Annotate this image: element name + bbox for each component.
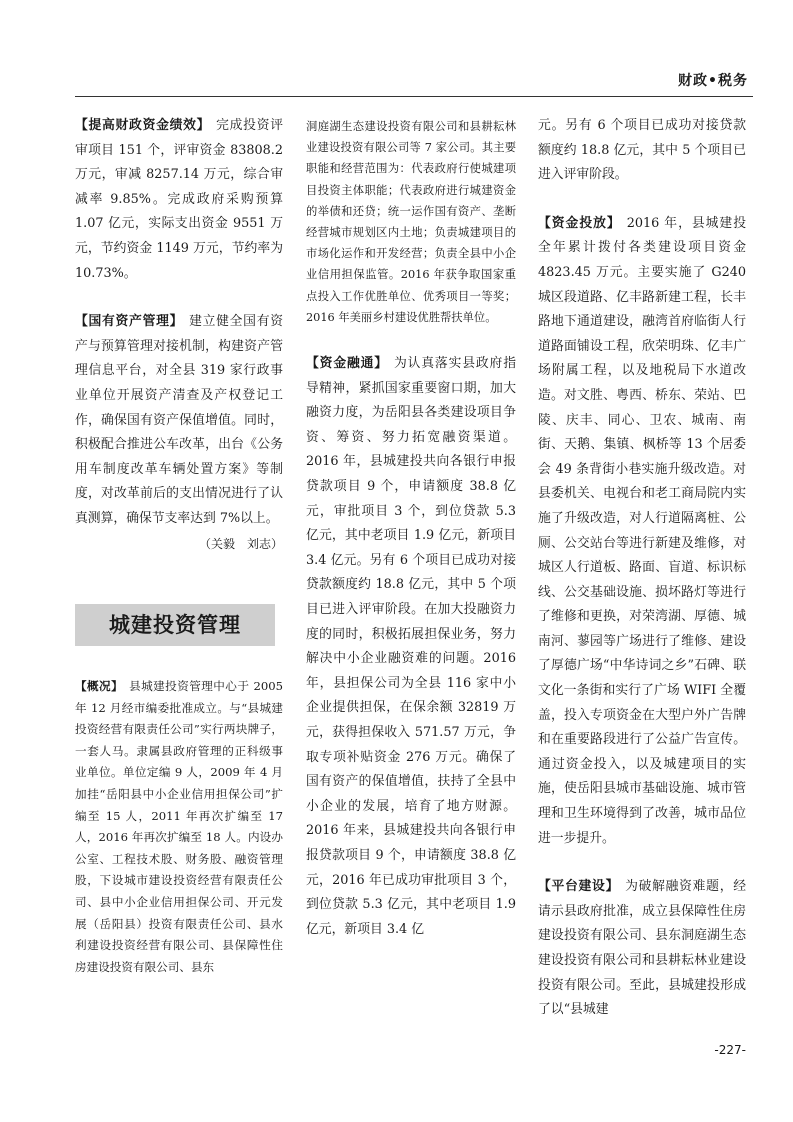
paragraph-financing-continued: 元。另有 6 个项目已成功对接贷款额度约 18.8 亿元，其中 5 个项目已进入评审阶段。 xyxy=(538,118,746,183)
paragraph-fiscal-efficiency xyxy=(75,114,283,286)
paragraph-heading: 【资金融通】 xyxy=(306,356,388,372)
paragraph-financing xyxy=(306,352,516,942)
paragraph-heading: 【国有资产管理】 xyxy=(75,314,184,330)
paragraph-overview-continued: 洞庭湖生态建设投资有限公司和县耕耘林业建设投资有限公司等 7 家公司。其主要职能和经营范围为：代表政府行使城建项目投资主体职能；代表政府进行城建资金的举债和还贷；统一运作国有资产、垄断经营城市规划区内土地；负责城建项目的市场化运作和开发经营；负责全县中小企业信用担保监管。2016 年获争取国家重点投入工作优胜单位、优秀项目一等奖；2016 年美丽乡村建设优胜帮扶单位。 xyxy=(306,120,516,324)
column-left xyxy=(75,114,283,978)
paragraph-heading: 【提高财政资金绩效】 xyxy=(75,118,211,133)
paragraph-heading: 【平台建设】 xyxy=(538,879,620,895)
column-right xyxy=(538,114,746,1023)
section-title-box xyxy=(75,604,275,646)
paragraph-overview xyxy=(75,676,283,978)
section-header-title: 财政•税务 xyxy=(678,73,748,89)
paragraph-state-assets xyxy=(75,310,283,531)
paragraph-body: 为认真落实县政府指导精神，紧抓国家重要窗口期，加大融资力度，为岳阳县各类建设项目争资、筹资、努力拓宽融资渠道。2016 年，县城建投共向各银行申报贷款项目 9 个，申请额度 38.8 亿元，审批项目 3 个，到位贷款 5.3 亿元，其中老项目 1.9 亿元，新项目 3.4 亿元。另有 6 个项目已成功对接贷款额度约 18.8 亿元，其中 5 个项目已进入评审阶段。在加大投融资力度的同时，积极拓展担保业务，努力解决中小企业融资难的问题。2016 年，县担保公司为全县 116 家中小企业提供担保，在保余额 32819 万元，获得担保收入 571.57 万元，争取专项补贴资金 276 万元。确保了国有资产的保值增值，扶持了全县中小企业的发展，培育了地方财源。2016 年来，县城建投共向各银行申报贷款项目 9 个，申请额度 38.8 亿元，2016 年已成功审批项目 3 个，到位贷款 5.3 亿元，其中老项目 1.9 亿元，新项目 3.4 亿 xyxy=(306,356,517,937)
header-rule xyxy=(75,96,753,97)
paragraph-fund-allocation xyxy=(538,212,746,851)
paragraph-body: 为破解融资难题，经请示县政府批准，成立县保障性住房建设投资有限公司、县东洞庭湖生态建设投资有限公司和县耕耘林业建设投资有限公司。至此，县城建投形成了以“县城建 xyxy=(538,879,747,1018)
paragraph-body: 县城建投资管理中心于 2005 年 12 月经市编委批准成立。与“县城建投资经营有限责任公司”实行两块牌子，一套人马。隶属县政府管理的正科级事业单位。单位定编 9 人，2009 年 4 月加挂“岳阳县中小企业信用担保公司”扩编至 15 人，2011 年再次扩编至 17 人，2016 年再次扩编至 18 人。内设办公室、工程技术股、财务股、融资管理股，下设城市建设投资经营有限责任公司、县中小企业信用担保公司、开元发展（岳阳县）投资有限责任公司、县水利建设投资经营有限公司、县保障性住房建设投资有限公司、县东 xyxy=(75,679,283,974)
section-title: 城建投资管理 xyxy=(109,611,241,637)
page-header xyxy=(0,0,793,100)
column-middle xyxy=(306,116,516,942)
paragraph-heading: 【概况】 xyxy=(75,679,124,694)
page-number: -227- xyxy=(714,1043,746,1057)
paragraph-body: 建立健全国有资产与预算管理对接机制，构建资产管理信息平台，对全县 319 家行政事业单位开展资产清查及产权登记工作，确保国有资产保值增值。同时，积极配合推进公车改革，出台《公务用车制度改革车辆处置方案》等制度，对改革前后的支出情况进行了认真测算，确保节支率达到 7%以上。 xyxy=(75,314,284,526)
paragraph-heading: 【资金投放】 xyxy=(538,215,621,231)
paragraph-body: 2016 年，县城建投全年累计拨付各类建设项目资金 4823.45 万元。主要实施了 G240 城区段道路、亿丰路新建工程，长丰路地下通道建设，融湾首府临街人行道路面铺设工程，欣荣明珠、亿丰广场附属工程，以及地税局下水道改造。对文胜、粤西、桥东、荣站、巴陵、庆丰、同心、卫农、城南、南街、天鹅、集镇、枫桥等 13 个居委会 49 条背街小巷实施升级改造。对县委机关、电视台和老工商局院内实施了升级改造，对人行道隔离桩、公厕、公交站台等进行新建及维修，对城区人行道板、路面、盲道、标识标线、公交基础设施、损坏路灯等进行了维修和更换，对荣湾湖、厚德、城南河、蓼园等广场进行了维修、建设了厚德广场“中华诗词之乡”石碑、联文化一条街和实行了广场 WIFI 全覆盖，投入专项资金在大型户外广告牌和在重要路段进行了公益广告宣传。通过资金投入，以及城建项目的实施，使岳阳县城市基础设施、城市管理和卫生环境得到了改善，城市品位进一步提升。 xyxy=(538,215,747,846)
paragraph-body: 完成投资评审项目 151 个，评审资金 83808.2 万元，审减 8257.14 万元，综合审减率 9.85%。完成政府采购预算 1.07 亿元，实际支出资金 9551 万元，节约资金 1149 万元，节约率为 10.73%。 xyxy=(75,118,284,281)
author-signature: （关毅 刘志） xyxy=(198,536,283,551)
paragraph-platform-building xyxy=(538,875,746,1023)
